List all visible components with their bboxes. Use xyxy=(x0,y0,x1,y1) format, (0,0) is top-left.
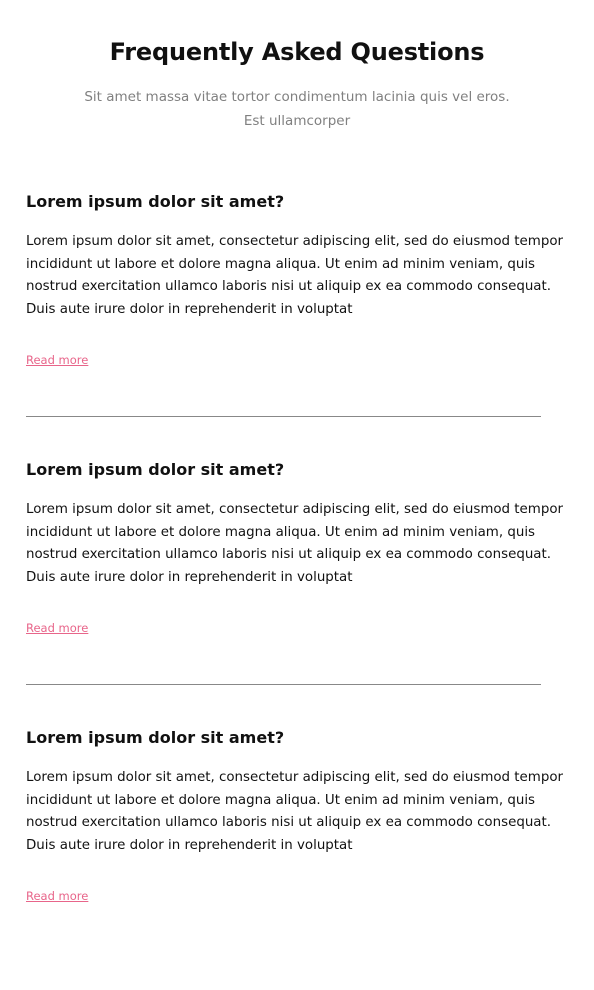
faq-list xyxy=(26,186,566,990)
faq-answer: Lorem ipsum dolor sit amet, consectetur adipiscing elit, sed do eiusmod tempor incididunt ut labore et dolore magna aliqua. Ut enim ad minim veniam, quis nostrud exercitation ullamco laboris nisi ut aliquip ex ea commodo consequat. Duis aute irure dolor in reprehenderit in voluptat xyxy=(26,234,564,317)
page-subtitle: Sit amet massa vitae tortor condimentum lacinia quis vel eros. Est ullamcorper xyxy=(84,89,510,129)
faq-item xyxy=(26,454,566,722)
faq-header xyxy=(0,0,594,133)
page-title: Frequently Asked Questions xyxy=(109,38,485,66)
read-more-link[interactable]: Read more xyxy=(26,889,89,903)
read-more-link[interactable]: Read more xyxy=(26,621,89,635)
faq-question: Lorem ipsum dolor sit amet? xyxy=(26,728,285,747)
faq-item xyxy=(26,722,566,990)
faq-divider xyxy=(26,416,541,417)
faq-question: Lorem ipsum dolor sit amet? xyxy=(26,460,285,479)
read-more-link[interactable]: Read more xyxy=(26,353,89,367)
faq-answer: Lorem ipsum dolor sit amet, consectetur adipiscing elit, sed do eiusmod tempor incididunt ut labore et dolore magna aliqua. Ut enim ad minim veniam, quis nostrud exercitation ullamco laboris nisi ut aliquip ex ea commodo consequat. Duis aute irure dolor in reprehenderit in voluptat xyxy=(26,770,564,853)
faq-question: Lorem ipsum dolor sit amet? xyxy=(26,192,285,211)
faq-divider xyxy=(26,684,541,685)
faq-item xyxy=(26,186,566,454)
faq-answer: Lorem ipsum dolor sit amet, consectetur adipiscing elit, sed do eiusmod tempor incididunt ut labore et dolore magna aliqua. Ut enim ad minim veniam, quis nostrud exercitation ullamco laboris nisi ut aliquip ex ea commodo consequat. Duis aute irure dolor in reprehenderit in voluptat xyxy=(26,502,564,585)
